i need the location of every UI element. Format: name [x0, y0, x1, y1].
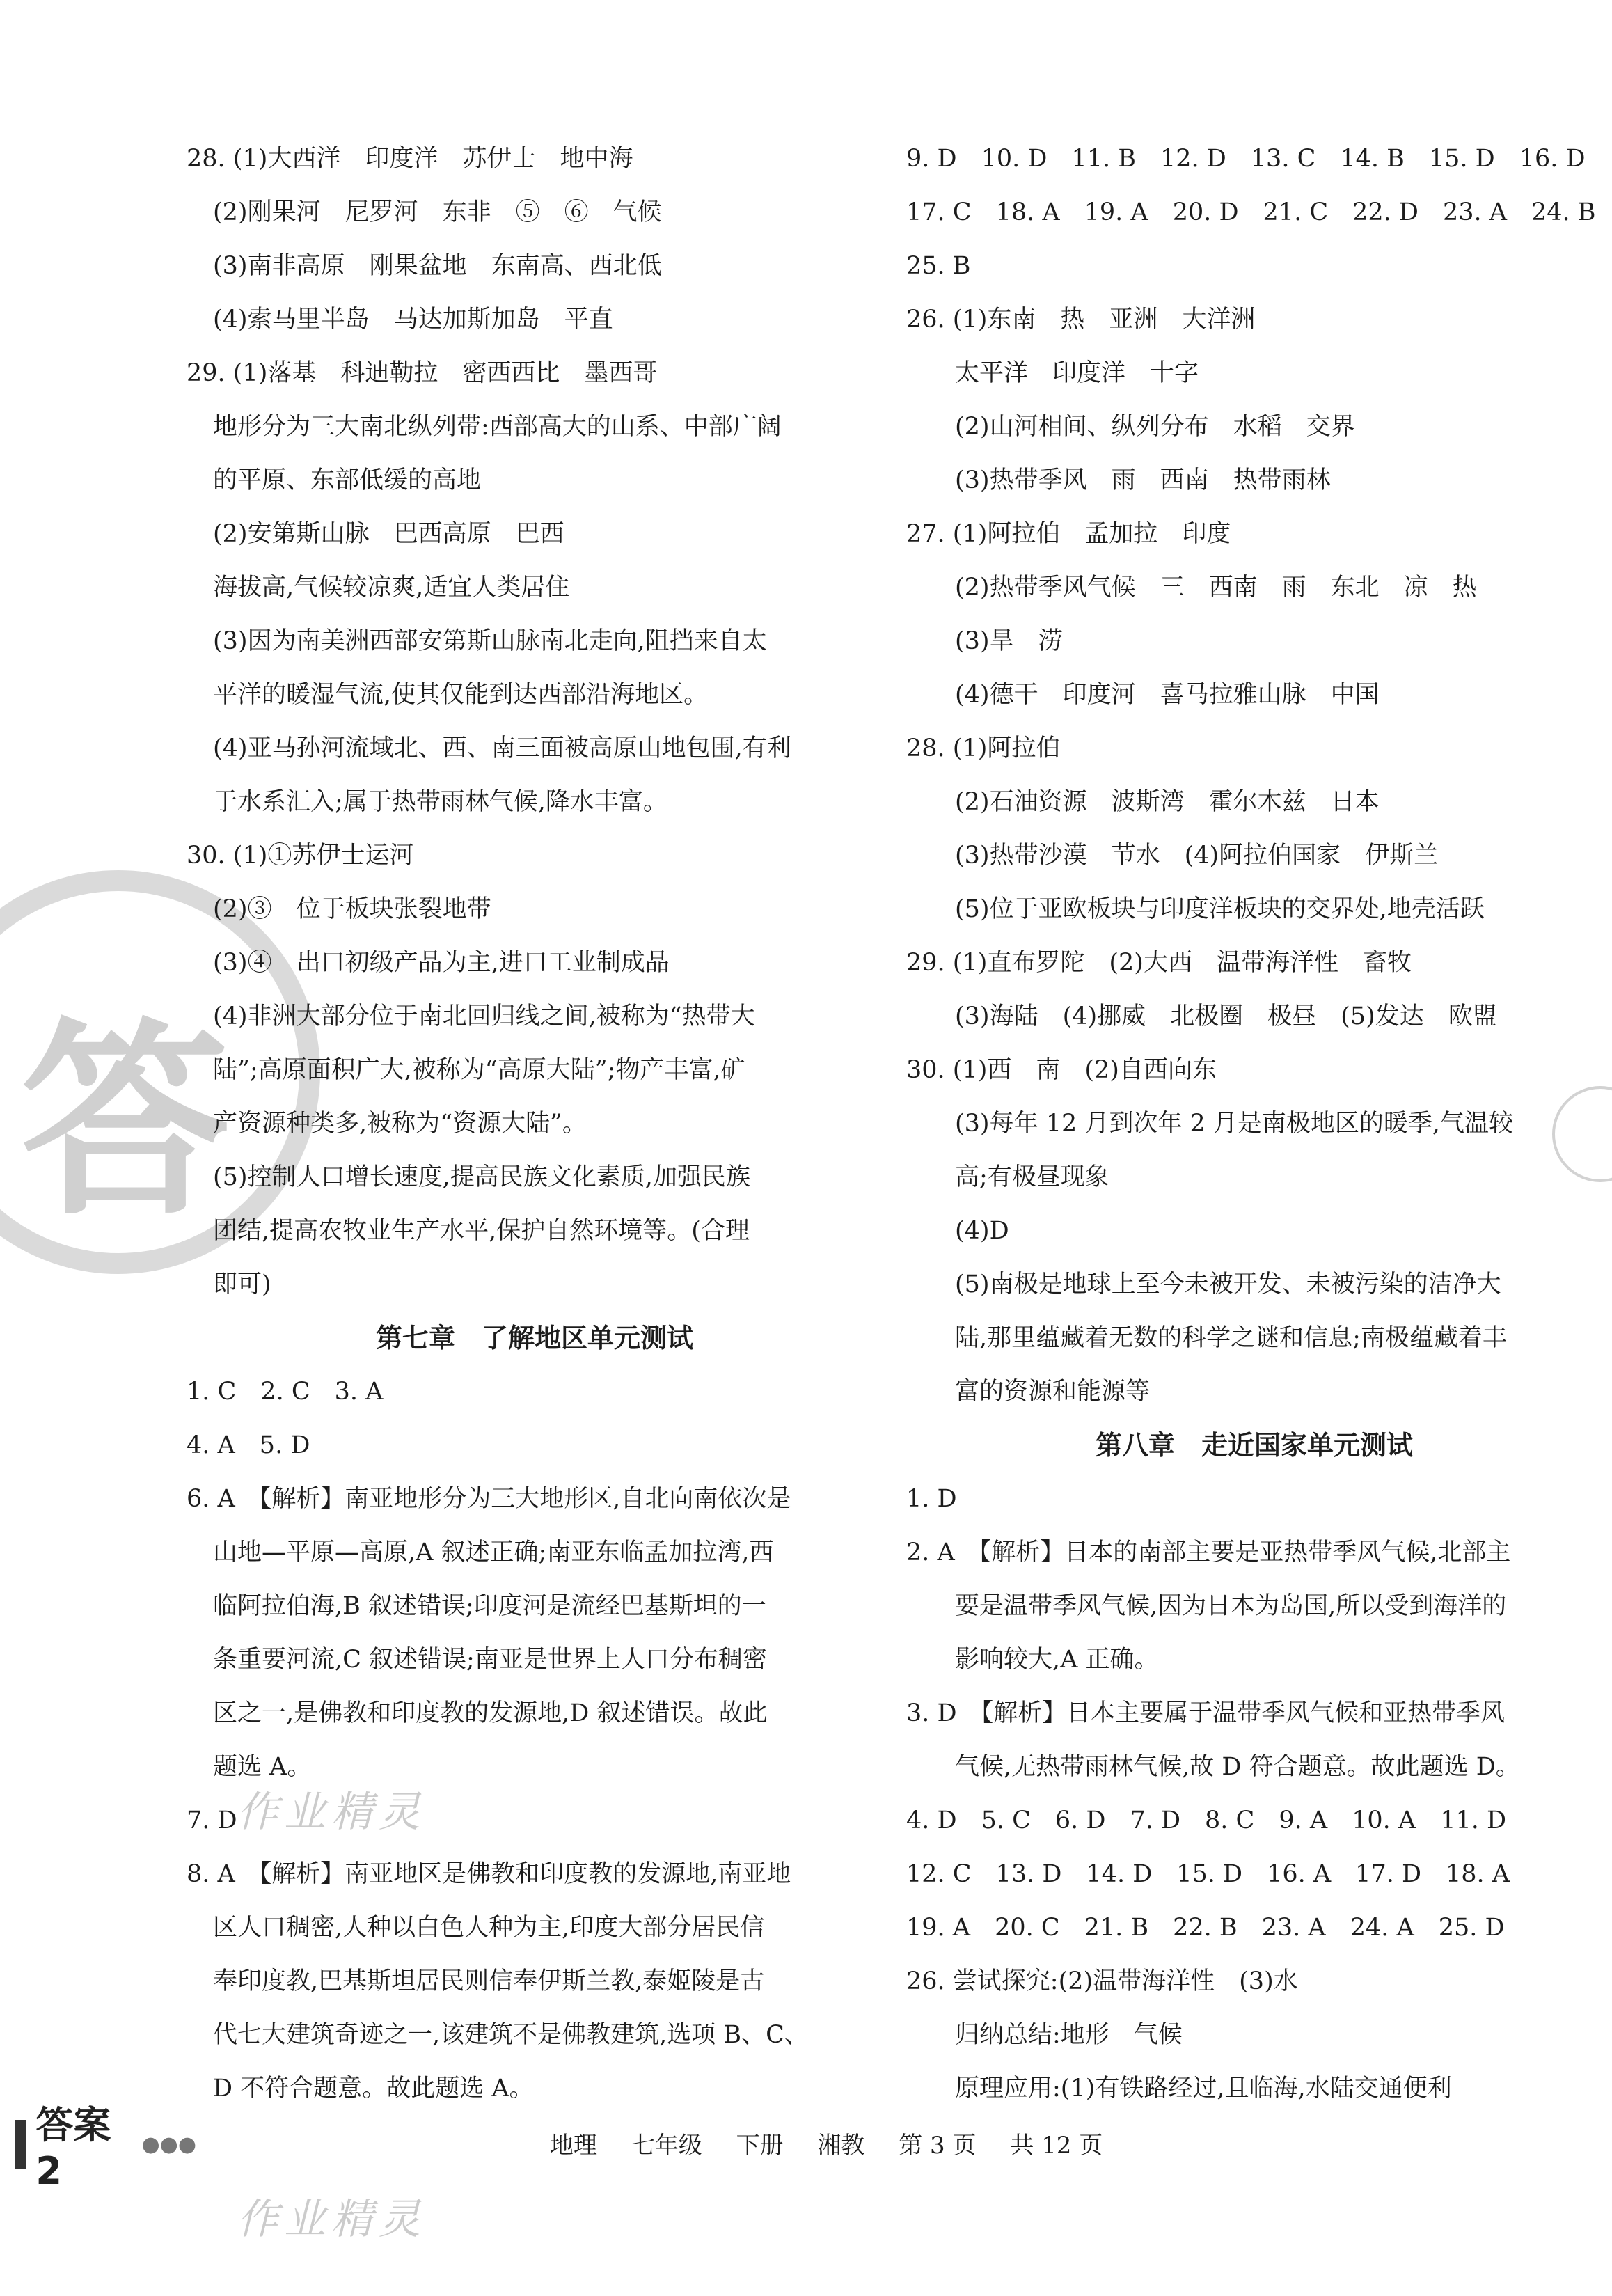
answer-line: (3)海陆 (4)挪威 北极圈 极昼 (5)发达 欧盟 [955, 1002, 1497, 1030]
answer-line: 要是温带季风气候,因为日本为岛国,所以受到海洋的 [955, 1592, 1507, 1620]
answer-line: 归纳总结:地形 气候 [955, 2021, 1183, 2049]
footer-subject: 地理 [550, 2132, 597, 2160]
dots-icon: ●●● [141, 2132, 196, 2157]
answer-line: (4)D [955, 1217, 1009, 1245]
left-column [187, 132, 883, 2116]
answer-line: 3. D 【解析】日本主要属于温带季风气候和亚热带季风 [906, 1699, 1506, 1727]
answer-line: (2)③ 位于板块张裂地带 [213, 895, 491, 923]
answer-line: 19. A 20. C 21. B 22. B 23. A 24. A 25. D [906, 1914, 1505, 1942]
faint-watermark-text-bottom: 作业精灵 [237, 2195, 426, 2244]
answer-line: 山地—平原—高原,A 叙述正确;南亚东临孟加拉湾,西 [213, 1539, 774, 1566]
answer-line: (5)南极是地球上至今未被开发、未被污染的洁净大 [955, 1271, 1501, 1298]
answer-line: 奉印度教,巴基斯坦居民则信奉伊斯兰教,泰姬陵是古 [213, 1967, 765, 1995]
answer-line: 30. (1)西 南 (2)自西向东 [906, 1056, 1217, 1084]
answer-line: 28. (1)大西洋 印度洋 苏伊士 地中海 [187, 145, 633, 173]
answer-line: (3)因为南美洲西部安第斯山脉南北走向,阻挡来自太 [213, 627, 767, 655]
page-footer [0, 2103, 1612, 2193]
answer-line: (3)旱 涝 [955, 627, 1063, 655]
answer-line: (4)德干 印度河 喜马拉雅山脉 中国 [955, 681, 1380, 709]
answer-line: (3)④ 出口初级产品为主,进口工业制成品 [213, 949, 670, 977]
answer-line: 17. C 18. A 19. A 20. D 21. C 22. D 23. A 24. B [906, 198, 1596, 226]
faint-watermark-text: 作业精灵 [237, 1788, 426, 1837]
answer-line: (3)热带季风 雨 西南 热带雨林 [955, 466, 1331, 494]
answer-line: (2)刚果河 尼罗河 东非 ⑤ ⑥ 气候 [213, 198, 662, 226]
answer-line: 影响较大,A 正确。 [955, 1646, 1159, 1674]
answer-line: 临阿拉伯海,B 叙述错误;印度河是流经巴基斯坦的一 [213, 1592, 766, 1620]
answer-line: 29. (1)落基 科迪勒拉 密西西比 墨西哥 [187, 359, 658, 387]
answer-line: (3)南非高原 刚果盆地 东南高、西北低 [213, 252, 662, 280]
answer-line: 1. C 2. C 3. A [187, 1378, 384, 1406]
answer-line: 25. B [906, 252, 971, 280]
answer-line: (3)热带沙漠 节水 (4)阿拉伯国家 伊斯兰 [955, 842, 1439, 870]
answer-line: 富的资源和能源等 [955, 1378, 1151, 1406]
answer-line: 团结,提高农牧业生产水平,保护自然环境等。(合理 [213, 1217, 750, 1245]
footer-info [550, 2126, 1129, 2160]
answer-line: 27. (1)阿拉伯 孟加拉 印度 [906, 520, 1231, 548]
answer-line: (5)位于亚欧板块与印度洋板块的交界处,地壳活跃 [955, 895, 1485, 923]
answer-line: 6. A 【解析】南亚地形分为三大地形区,自北向南依次是 [187, 1485, 791, 1513]
section-heading: 第七章 了解地区单元测试 [375, 1323, 693, 1353]
answer-line: 9. D 10. D 11. B 12. D 13. C 14. B 15. D 16. D [906, 145, 1586, 173]
footer-grade: 七年级 [631, 2132, 702, 2160]
answer-line: 平洋的暖湿气流,使其仅能到达西部沿海地区。 [213, 681, 709, 709]
answer-line: 4. A 5. D [187, 1431, 310, 1459]
answer-line: 太平洋 印度洋 十字 [955, 359, 1199, 387]
answer-line: 2. A 【解析】日本的南部主要是亚热带季风气候,北部主 [906, 1539, 1511, 1566]
answer-line: (4)非洲大部分位于南北回归线之间,被称为“热带大 [213, 1002, 755, 1030]
answer-line: 区之一,是佛教和印度教的发源地,D 叙述错误。故此 [213, 1699, 768, 1727]
answer-line: 7. D [187, 1807, 237, 1834]
answer-line: D 不符合题意。故此题选 A。 [213, 2075, 534, 2102]
answer-line: 区人口稠密,人种以白色人种为主,印度大部分居民信 [213, 1914, 765, 1942]
answer-line: 海拔高,气候较凉爽,适宜人类居住 [213, 574, 570, 601]
answer-line: (2)山河相间、纵列分布 水稻 交界 [955, 413, 1355, 441]
answer-line: 产资源种类多,被称为“资源大陆”。 [213, 1110, 587, 1138]
answer-line: (2)热带季风气候 三 西南 雨 东北 凉 热 [955, 574, 1477, 601]
badge-bar [15, 2120, 26, 2169]
answer-line: (5)控制人口增长速度,提高民族文化素质,加强民族 [213, 1163, 750, 1191]
answer-line: 29. (1)直布罗陀 (2)大西 温带海洋性 畜牧 [906, 949, 1412, 977]
answer-line: 26. 尝试探究:(2)温带海洋性 (3)水 [906, 1967, 1298, 1995]
answer-line: 原理应用:(1)有铁路经过,且临海,水陆交通便利 [955, 2075, 1452, 2102]
answer-line: 陆”;高原面积广大,被称为“高原大陆”;物产丰富,矿 [213, 1056, 745, 1084]
answer-line: 于水系汇入;属于热带雨林气候,降水丰富。 [213, 788, 667, 816]
footer-total: 共 12 页 [1010, 2132, 1103, 2160]
answer-line: 28. (1)阿拉伯 [906, 734, 1061, 762]
answer-line: 的平原、东部低缓的高地 [213, 466, 482, 494]
answer-line: 30. (1)①苏伊士运河 [187, 842, 414, 870]
answer-line: 26. (1)东南 热 亚洲 大洋洲 [906, 306, 1256, 333]
answer-line: (3)每年 12 月到次年 2 月是南极地区的暖季,气温较 [955, 1110, 1514, 1138]
answer-line: (2)安第斯山脉 巴西高原 巴西 [213, 520, 564, 548]
footer-page: 第 3 页 [899, 2132, 977, 2160]
answer-line: (2)石油资源 波斯湾 霍尔木兹 日本 [955, 788, 1380, 816]
answer-line: 题选 A。 [213, 1753, 312, 1781]
answer-line: 即可) [213, 1271, 271, 1298]
answer-line: 气候,无热带雨林气候,故 D 符合题意。故此题选 D。 [955, 1753, 1520, 1781]
answer-line: 条重要河流,C 叙述错误;南亚是世界上人口分布稠密 [213, 1646, 767, 1674]
section-heading: 第八章 走近国家单元测试 [1095, 1430, 1413, 1461]
answer-badge [15, 2103, 196, 2193]
badge-label: 答案 2 [35, 2103, 111, 2193]
answer-line: 8. A 【解析】南亚地区是佛教和印度教的发源地,南亚地 [187, 1860, 791, 1888]
answer-line: (4)亚马孙河流域北、西、南三面被高原山地包围,有利 [213, 734, 791, 762]
answer-line: (4)索马里半岛 马达加斯加岛 平直 [213, 306, 613, 333]
right-column [906, 132, 1602, 2116]
answer-line: 1. D [906, 1485, 957, 1513]
answer-line: 地形分为三大南北纵列带:西部高大的山系、中部广阔 [213, 413, 782, 441]
footer-edition: 湘教 [817, 2132, 865, 2160]
answer-line: 高;有极昼现象 [955, 1163, 1109, 1191]
answer-line: 代七大建筑奇迹之一,该建筑不是佛教建筑,选项 B、C、 [213, 2021, 809, 2049]
footer-volume: 下册 [736, 2132, 784, 2160]
answer-line: 陆,那里蕴藏着无数的科学之谜和信息;南极蕴藏着丰 [955, 1324, 1507, 1352]
seal-watermark-char: 答 [21, 1000, 230, 1243]
answer-line: 12. C 13. D 14. D 15. D 16. A 17. D 18. A [906, 1860, 1510, 1888]
answer-line: 4. D 5. C 6. D 7. D 8. C 9. A 10. A 11. D [906, 1807, 1507, 1834]
